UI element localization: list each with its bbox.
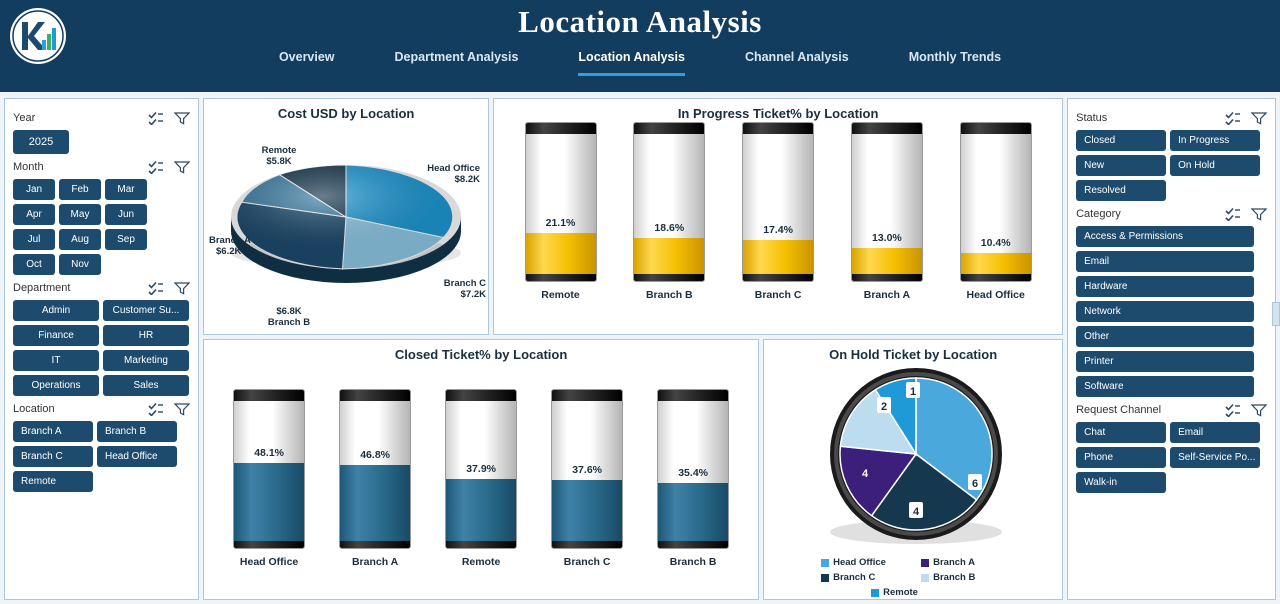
gauge-value-branch-a: 13.0% (872, 232, 902, 244)
filter-chip-status-resolved[interactable]: Resolved (1076, 180, 1166, 201)
filter-chip-channel-walk-in[interactable]: Walk-in (1076, 472, 1166, 493)
multi-select-icon[interactable] (1225, 403, 1241, 417)
filter-chip-category-printer[interactable]: Printer (1076, 351, 1254, 372)
left-filter-pane (4, 98, 199, 600)
multi-select-icon[interactable] (1225, 111, 1241, 125)
filter-title-year: Year (13, 112, 36, 124)
filter-header-year (13, 111, 190, 125)
multi-select-icon[interactable] (1225, 207, 1241, 221)
filter-header-status (1076, 111, 1267, 125)
charts-area (203, 98, 1063, 600)
legend-item-branch-b (921, 572, 1005, 583)
filter-chip-month-nov[interactable]: Nov (59, 254, 101, 275)
pie-value-remote: $5.8K (266, 156, 292, 167)
pie-value-branch-c: $7.2K (460, 289, 487, 300)
gauge-head-office (960, 122, 1032, 301)
gauge-label-closed-branch-b: Branch B (669, 556, 717, 569)
gauge-label-remote: Remote (541, 289, 580, 301)
gauge-branch-b (633, 122, 705, 301)
gauge-closed-branch-c (551, 389, 623, 568)
pie-value-on-hold-remote: 1 (910, 386, 917, 399)
filter-chip-location-branch-a[interactable]: Branch A (13, 421, 93, 442)
pie-value-branch-b: $6.8K (276, 306, 302, 317)
chart-title-in-progress: In Progress Ticket% by Location (677, 106, 879, 121)
multi-select-icon[interactable] (148, 281, 164, 295)
gauge-value-closed-remote: 37.9% (466, 463, 496, 476)
gauge-value-closed-branch-a: 46.8% (360, 449, 390, 462)
multi-select-icon[interactable] (148, 402, 164, 416)
filter-chips-category (1076, 226, 1267, 397)
tab-location-analysis[interactable]: Location Analysis (578, 50, 685, 76)
filter-title-status: Status (1076, 112, 1108, 124)
gauge-closed-head-office (233, 389, 305, 568)
filter-chip-year-2025[interactable]: 2025 (13, 130, 69, 154)
gauge-label-closed-branch-c: Branch C (563, 556, 611, 569)
multi-select-icon[interactable] (148, 160, 164, 174)
tab-channel-analysis[interactable]: Channel Analysis (744, 50, 849, 64)
filter-chip-category-software[interactable]: Software (1076, 376, 1254, 397)
clear-filter-icon[interactable] (174, 111, 190, 125)
bottom-chart-row (203, 339, 1063, 600)
filter-title-month: Month (13, 161, 44, 173)
filter-chip-category-access-permissions[interactable]: Access & Permissions (1076, 226, 1254, 247)
gauge-value-head-office: 10.4% (980, 237, 1011, 249)
filter-chips-year (13, 130, 190, 154)
legend-item-head-office (821, 557, 905, 568)
legend-label-remote: Remote (883, 587, 918, 599)
pie-value-on-hold-branch-c: 4 (862, 468, 869, 481)
chart-title-cost-usd: Cost USD by Location (277, 106, 415, 121)
filter-chip-status-on-hold[interactable]: On Hold (1170, 155, 1260, 176)
pie-on-hold (764, 362, 1062, 552)
gauge-label-branch-c: Branch C (754, 289, 802, 301)
filter-chip-month-jun[interactable]: Jun (105, 204, 147, 225)
filter-chip-dept-marketing[interactable]: Marketing (103, 350, 189, 371)
filter-chip-status-closed[interactable]: Closed (1076, 130, 1166, 151)
tab-department-analysis[interactable]: Department Analysis (394, 50, 519, 64)
filter-header-month (13, 160, 190, 174)
gauge-value-closed-head-office: 48.1% (254, 447, 284, 460)
legend-item-branch-c (821, 572, 905, 583)
pie-value-on-hold-head-office: 6 (972, 478, 979, 491)
chart-cost-usd-by-location (203, 98, 489, 335)
filter-chip-dept-it[interactable]: IT (13, 350, 99, 371)
pie-label-branch-a: Branch A (209, 235, 251, 246)
main-navigation (279, 50, 1001, 76)
page-scroll-handle[interactable] (1272, 302, 1280, 326)
gauge-label-closed-remote: Remote (461, 556, 501, 569)
pie-label-branch-b: Branch B (267, 317, 311, 327)
filter-chip-category-hardware[interactable]: Hardware (1076, 276, 1254, 297)
filter-chip-location-branch-c[interactable]: Branch C (13, 446, 93, 467)
clear-filter-icon[interactable] (1251, 207, 1267, 221)
pie-value-head-office: $8.2K (454, 174, 481, 185)
filter-chip-month-feb[interactable]: Feb (59, 179, 101, 200)
pie-value-branch-a: $6.2K (216, 246, 242, 257)
app-header (0, 0, 1280, 92)
filter-header-department (13, 281, 190, 295)
chart-closed-ticket-pct (203, 339, 759, 600)
filter-chip-dept-admin[interactable]: Admin (13, 300, 99, 321)
gauge-closed-branch-b (657, 389, 729, 568)
filter-title-department: Department (13, 282, 71, 294)
filter-header-location (13, 402, 190, 416)
filter-chip-dept-sales[interactable]: Sales (103, 375, 189, 396)
filter-chip-channel-email[interactable]: Email (1170, 422, 1260, 443)
gauge-label-branch-a: Branch A (863, 289, 911, 301)
filter-chip-location-head-office[interactable]: Head Office (97, 446, 177, 467)
gauge-value-branch-c: 17.4% (763, 224, 793, 236)
chart-in-progress-ticket-pct (493, 98, 1063, 335)
clear-filter-icon[interactable] (1251, 403, 1267, 417)
filter-chip-dept-operations[interactable]: Operations (13, 375, 99, 396)
legend-label-branch-b: Branch B (933, 572, 976, 584)
company-logo-icon (10, 8, 66, 64)
pie-label-head-office: Head Office (427, 163, 481, 174)
top-chart-row (203, 98, 1063, 335)
pie-cost-usd (204, 121, 488, 327)
filter-chip-category-other[interactable]: Other (1076, 326, 1254, 347)
chart-title-on-hold: On Hold Ticket by Location (829, 347, 998, 363)
filter-chips-location (13, 421, 190, 492)
legend-item-branch-a (921, 557, 1005, 568)
legend-item-remote (871, 587, 955, 598)
filter-chip-month-apr[interactable]: Apr (13, 204, 55, 225)
legend-on-hold (764, 557, 1062, 598)
filter-header-category (1076, 207, 1267, 221)
legend-label-branch-c: Branch C (833, 572, 876, 584)
filter-chip-category-network[interactable]: Network (1076, 301, 1254, 322)
clear-filter-icon[interactable] (174, 160, 190, 174)
filter-chip-month-mar[interactable]: Mar (105, 179, 147, 200)
filter-chip-month-may[interactable]: May (59, 204, 101, 225)
filter-title-request-channel: Request Channel (1076, 404, 1162, 416)
filter-chips-department (13, 300, 190, 396)
filter-chip-channel-chat[interactable]: Chat (1076, 422, 1166, 443)
chart-on-hold-ticket (763, 339, 1063, 600)
pie-value-on-hold-branch-b: 2 (881, 401, 888, 414)
filter-chip-location-branch-b[interactable]: Branch B (97, 421, 177, 442)
filter-chip-location-remote[interactable]: Remote (13, 471, 93, 492)
gauge-label-head-office: Head Office (966, 289, 1025, 301)
pie-label-remote: Remote (261, 145, 297, 156)
gauge-group-closed (204, 372, 758, 568)
filter-chip-month-sep[interactable]: Sep (105, 229, 147, 250)
gauge-value-remote: 21.1% (545, 217, 576, 229)
gauge-group-in-progress (494, 125, 1062, 301)
gauge-branch-a (851, 122, 923, 301)
filter-title-category: Category (1076, 208, 1121, 220)
filter-chip-status-in-progress[interactable]: In Progress (1170, 130, 1260, 151)
gauge-closed-remote (445, 389, 517, 568)
filter-title-location: Location (13, 403, 55, 415)
filter-header-request-channel (1076, 403, 1267, 417)
gauge-branch-c (742, 122, 814, 301)
filter-chip-month-oct[interactable]: Oct (13, 254, 55, 275)
gauge-label-branch-b: Branch B (645, 289, 693, 301)
gauge-label-closed-head-office: Head Office (239, 556, 299, 569)
filter-chip-dept-finance[interactable]: Finance (13, 325, 99, 346)
pie-label-branch-c: Branch C (443, 278, 487, 289)
page-title: Location Analysis (518, 4, 762, 39)
tab-monthly-trends[interactable]: Monthly Trends (908, 50, 1002, 64)
filter-chip-channel-phone[interactable]: Phone (1076, 447, 1166, 468)
filter-chips-status (1076, 130, 1267, 201)
dashboard-body (0, 92, 1280, 604)
legend-label-head-office: Head Office (833, 557, 886, 569)
filter-chip-month-jul[interactable]: Jul (13, 229, 55, 250)
pie-value-on-hold-branch-a: 4 (913, 506, 920, 519)
chart-title-closed: Closed Ticket% by Location (394, 347, 568, 363)
filter-chips-month (13, 179, 190, 275)
filter-chip-month-aug[interactable]: Aug (59, 229, 101, 250)
tab-overview[interactable]: Overview (278, 50, 335, 64)
gauge-closed-branch-a (339, 389, 411, 568)
filter-chips-request-channel (1076, 422, 1267, 493)
clear-filter-icon[interactable] (174, 402, 190, 416)
gauge-value-closed-branch-c: 37.6% (572, 464, 602, 477)
filter-chip-month-jan[interactable]: Jan (13, 179, 55, 200)
gauge-value-closed-branch-b: 35.4% (678, 467, 708, 480)
clear-filter-icon[interactable] (1251, 111, 1267, 125)
filter-chip-dept-customer-support[interactable]: Customer Su... (103, 300, 189, 321)
clear-filter-icon[interactable] (174, 281, 190, 295)
gauge-remote (525, 122, 597, 301)
multi-select-icon[interactable] (148, 111, 164, 125)
filter-chip-status-new[interactable]: New (1076, 155, 1166, 176)
filter-chip-channel-self-service-portal[interactable]: Self-Service Po... (1170, 447, 1260, 468)
gauge-value-branch-b: 18.6% (654, 222, 685, 234)
legend-label-branch-a: Branch A (933, 557, 975, 569)
right-filter-pane (1067, 98, 1276, 600)
filter-chip-dept-hr[interactable]: HR (103, 325, 189, 346)
filter-chip-category-email[interactable]: Email (1076, 251, 1254, 272)
gauge-label-closed-branch-a: Branch A (351, 556, 399, 569)
